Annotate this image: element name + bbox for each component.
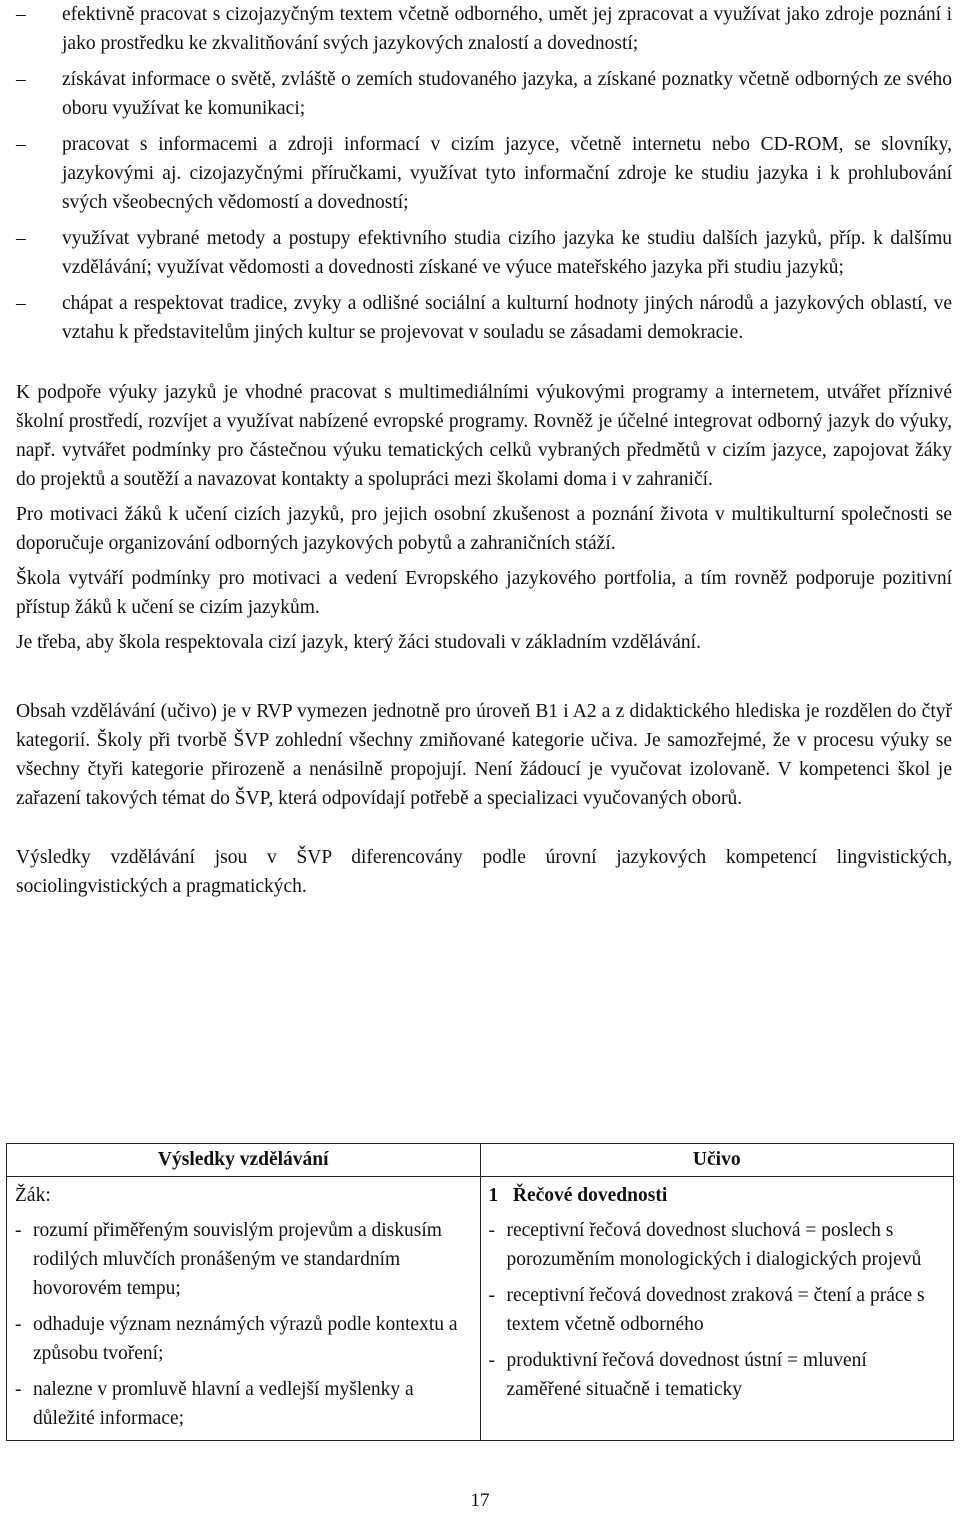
dash-bullet: – (16, 293, 26, 314)
student-label: Žák: (15, 1185, 51, 1206)
dash-bullet: – (16, 4, 26, 25)
dash-bullet: – (16, 69, 26, 90)
list-item: - receptivní řečová dovednost sluchová = poslech s porozuměním monologických i dialogických projevů (488, 1220, 922, 1270)
dash-bullet: – (16, 134, 26, 155)
table-header-content: Učivo (480, 1144, 954, 1177)
paragraph: Je třeba, aby škola respektovala cizí jazyk, který žáci studovali v základním vzdělávání. (16, 632, 701, 653)
section-heading: 1 Řečové dovednosti (488, 1185, 668, 1206)
list-item: – chápat a respektovat tradice, zvyky a odlišné sociální a kulturní hodnoty jiných národů a jazykových oblastí, ve vztahu k představitelům jiných kultur se projevovat v souladu se zásadami demokracie. (16, 289, 952, 347)
list-item: – efektivně pracovat s cizojazyčným textem včetně odborného, umět jej zpracovat a využívat jako zdroje poznání i jako prostředku ke zkvalitňování svých jazykových znalostí a dovedností; (16, 0, 952, 58)
paragraph: Škola vytváří podmínky pro motivaci a vedení Evropského jazykového portfolia, a tím rovněž podporuje pozitivní přístup žáků k učení se cizím jazykům. (16, 568, 952, 618)
objectives-list (16, 0, 952, 347)
list-item: – pracovat s informacemi a zdroji informací v cizím jazyce, včetně internetu nebo CD-ROM, se slovníky, jazykovými aj. cizojazyčnými příručkami, využívat tyto informační zdroje ke studiu jazyka i k prohlubování svých všeobecných vědomostí a dovedností; (16, 130, 952, 217)
list-item: – získávat informace o světě, zvláště o zemích studovaného jazyka, a získané poznatky včetně odborných ze svého oboru využívat ke komunikaci; (16, 65, 952, 123)
outcomes-table (6, 1143, 954, 1441)
content-cell (480, 1177, 954, 1441)
list-item: - rozumí přiměřeným souvislým projevům a diskusím rodilých mluvčích pronášeným ve standardním hovorovém tempu; (15, 1220, 442, 1299)
paragraph: Obsah vzdělávání (učivo) je v RVP vymezen jednotně pro úroveň B1 i A2 a z didaktického hlediska je rozdělen do čtyř kategorií. Školy při tvorbě ŠVP zohlední všechny zmiňované kategorie učiva. Je samozřejmé, že v procesu výuky se všechny čtyři kategorie přirozeně a nenásilně propojují. Není žádoucí je vyučovat izolovaně. V kompetenci škol je zařazení takových témat do ŠVP, která odpovídají potřebě a specializaci vyučovaných oborů. (16, 701, 952, 809)
table-header-outcomes: Výsledky vzdělávání (7, 1144, 481, 1177)
list-item: - receptivní řečová dovednost zraková = čtení a práce s textem včetně odborného (488, 1285, 925, 1335)
outcomes-cell (7, 1177, 481, 1441)
document-page (16, 0, 952, 907)
dash-bullet: – (16, 228, 26, 249)
list-item: - nalezne v promluvě hlavní a vedlejší myšlenky a důležité informace; (15, 1379, 414, 1429)
page-number: 17 (470, 1490, 490, 1511)
paragraph: Pro motivaci žáků k učení cizích jazyků, pro jejich osobní zkušenost a poznání života v multikulturní společnosti se doporučuje organizování odborných jazykových pobytů a zahraničních stáží. (16, 504, 952, 554)
list-item: - odhaduje význam neznámých výrazů podle kontextu a způsobu tvoření; (15, 1314, 458, 1364)
list-item: - produktivní řečová dovednost ústní = mluvení zaměřené situačně i tematicky (488, 1350, 867, 1400)
list-item: – využívat vybrané metody a postupy efektivního studia cizího jazyka ke studiu dalších jazyků, příp. k dalšímu vzdělávání; využívat vědomosti a dovednosti získané ve výuce mateřského jazyka při studiu jazyků; (16, 224, 952, 282)
paragraph: K podpoře výuky jazyků je vhodné pracovat s multimediálními výukovými programy a internetem, utvářet příznivé školní prostředí, rozvíjet a využívat nabízené evropské programy. Rovněž je účelné integrovat odborný jazyk do výuky, např. vytvářet podmínky pro částečnou výuku tematických celků vybraných předmětů v cizím jazyce, zapojovat žáky do projektů a soutěží a navazovat kontakty a spolupráci mezi školami doma i v zahraničí. (16, 382, 952, 490)
paragraph: Výsledky vzdělávání jsou v ŠVP diferencovány podle úrovní jazykových kompetencí lingvistických, sociolingvistických a pragmatických. (16, 847, 952, 897)
